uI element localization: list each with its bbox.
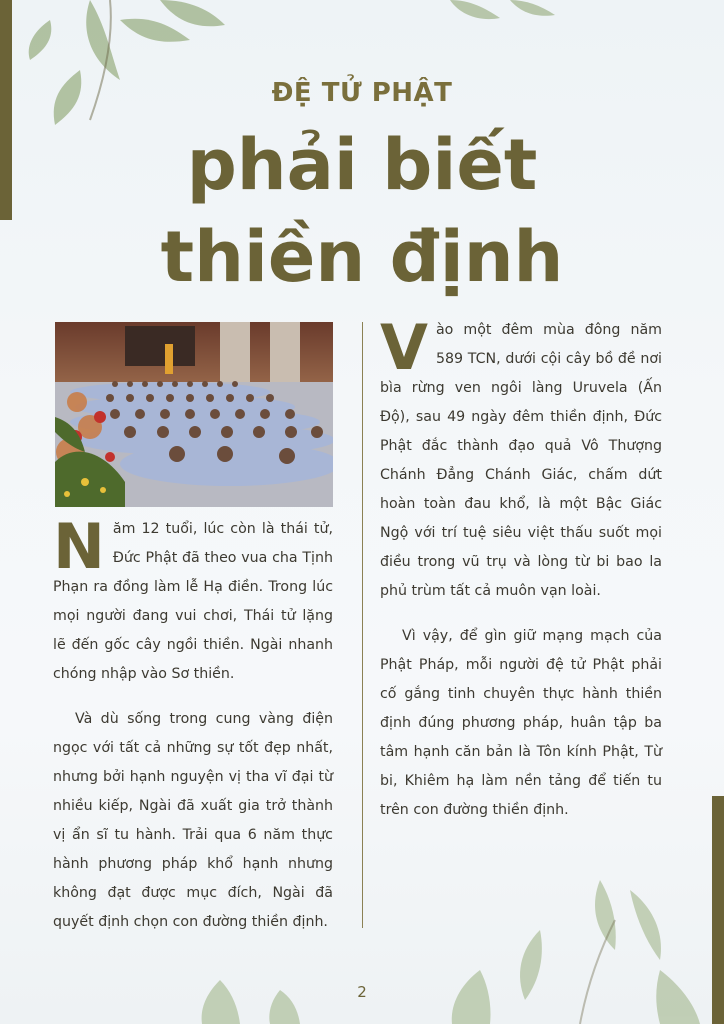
column-divider: [362, 322, 363, 928]
right-paragraph-1: [380, 311, 662, 606]
right-paragraph-2: Vì vậy, để gìn giữ mạng mạch của Phật Pháp, mỗi người đệ tử Phật phải cố gắng tinh chuyên thực hành thiền định đúng phương pháp, huân tập ba tâm hạnh căn bản là Tôn kính Phật, Từ bi, Khiêm hạ làm nền tảng để tiến tu trên con đường thiền định.: [380, 628, 662, 818]
left-paragraph-1-text: ăm 12 tuổi, lúc còn là thái tử, Đức Phật đã theo vua cha Tịnh Phạn ra đồng làm lễ Hạ điền. Trong lúc mọi người đang vui chơi, Thái tử lặng lẽ đến gốc cây ngồi thiền. Ngài nhanh chóng nhập vào Sơ thiền.: [53, 521, 333, 682]
article-title-line-2: thiền định: [160, 216, 564, 298]
right-paragraph-1-text: ào một đêm mùa đông năm 589 TCN, dưới cội cây bồ đề nơi bìa rừng ven ngôi làng Uruvela (Ấn Độ), sau 49 ngày đêm thiền định, Đức Phật đắc thành đạo quả Vô Thượng Chánh Đẳng Chánh Giác, chấm dứt hoàn toàn đau khổ, là một Bậc Giác Ngộ với trí tuệ siêu việt thấu suốt mọi điều trong vũ trụ và lòng từ bi bao la phủ trùm tất cả muôn vạn loài.: [380, 322, 662, 599]
left-paragraph-1: [53, 510, 333, 689]
top-left-leaves-decoration: [20, 0, 270, 130]
drop-cap-v: V: [380, 311, 428, 384]
article-title-line-1: phải biết: [186, 124, 538, 206]
right-column: [380, 311, 662, 825]
drop-cap-n: N: [53, 510, 105, 583]
left-paragraph-2: Và dù sống trong cung vàng điện ngọc với tất cả những sự tốt đẹp nhất, nhưng bởi hạnh nguyện vị tha vĩ đại từ nhiều kiếp, Ngài đã xuất gia trở thành vị ẩn sĩ tu hành. Trải qua 6 năm thực hành phương pháp khổ hạnh nhưng không đạt được mục đích, Ngài đã quyết định chọn con đường thiền định.: [53, 711, 333, 930]
top-right-leaves-decoration: [440, 0, 560, 30]
page-number: 2: [357, 983, 367, 1001]
meditation-photo: [55, 322, 333, 507]
left-column: [53, 510, 333, 937]
article-kicker: ĐỆ TỬ PHẬT: [271, 78, 453, 108]
